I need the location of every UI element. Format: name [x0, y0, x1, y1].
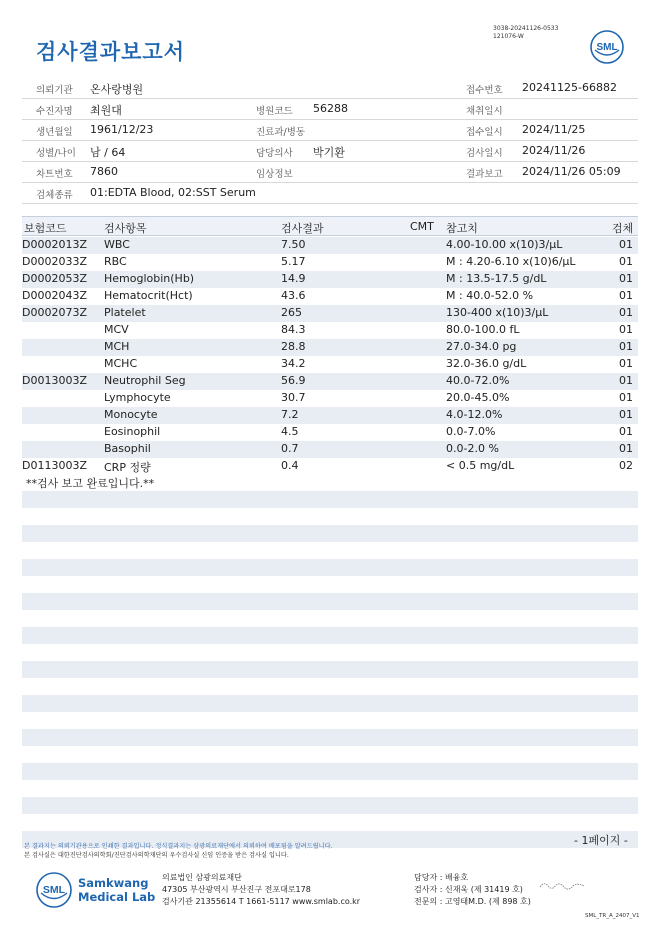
row-specimen: 01 — [619, 425, 633, 438]
footer-sml-logo-icon — [36, 872, 72, 908]
brand-name-line2: Medical Lab — [78, 890, 156, 904]
org-contact: 검사기관 21355614 T 1661-5117 www.smlab.co.kr — [162, 897, 361, 906]
table-row — [22, 441, 638, 458]
row-result: 30.7 — [281, 391, 306, 404]
row-specimen: 01 — [619, 255, 633, 268]
info-row-chart — [22, 162, 638, 183]
row-result: 43.6 — [281, 289, 306, 302]
col-cmt: CMT — [410, 220, 434, 233]
row-result: 4.5 — [281, 425, 299, 438]
empty-row — [22, 491, 638, 508]
page-number: - 1페이지 - — [574, 834, 628, 847]
row-code: D0002043Z — [22, 289, 87, 302]
row-item: Hemoglobin(Hb) — [104, 272, 195, 285]
row-item: Lymphocyte — [104, 391, 171, 404]
notice-line-1: 본 결과지는 의뢰기관용으로 인쇄한 결과입니다. 정식결과지는 삼광의료재단에서 의뢰하여 배포됨을 알려드립니다. — [24, 843, 333, 850]
completion-note: **검사 보고 완료입니다.** — [26, 477, 155, 490]
hospital-code-label: 병원코드 — [256, 106, 293, 117]
doctor-label: 담당의사 — [256, 148, 293, 159]
row-ref: 0.0-7.0% — [446, 425, 496, 438]
sex-age-label: 성별/나이 — [36, 148, 76, 159]
empty-row — [22, 559, 638, 576]
table-row — [22, 407, 638, 424]
sex-age-value: 남 / 64 — [90, 146, 126, 159]
row-code: D0002013Z — [22, 238, 87, 251]
report-title: 검사결과보고서 — [36, 40, 186, 64]
org-address: 47305 부산광역시 부산진구 전포대로178 — [162, 885, 311, 894]
col-ref: 참고치 — [446, 222, 478, 235]
row-ref: < 0.5 mg/dL — [446, 459, 515, 472]
test-date-value: 2024/11/26 — [522, 144, 586, 157]
table-row — [22, 390, 638, 407]
row-ref: M : 13.5-17.5 g/dL — [446, 272, 547, 285]
col-item: 검사항목 — [104, 222, 147, 235]
examiner-info: 검사자 : 신재욱 (제 31419 호) — [414, 885, 523, 894]
row-specimen: 01 — [619, 289, 633, 302]
row-ref: 80.0-100.0 fL — [446, 323, 520, 336]
table-row — [22, 271, 638, 288]
row-item: MCH — [104, 340, 130, 353]
row-specimen: 01 — [619, 357, 633, 370]
row-ref: 0.0-2.0 % — [446, 442, 499, 455]
row-item: CRP 정량 — [104, 461, 151, 474]
row-ref: 130-400 x(10)3/μL — [446, 306, 549, 319]
col-code: 보험코드 — [24, 222, 67, 235]
row-specimen: 01 — [619, 272, 633, 285]
row-result: 7.50 — [281, 238, 306, 251]
sml-logo-icon — [590, 30, 624, 64]
specimen-value: 01:EDTA Blood, 02:SST Serum — [90, 186, 256, 199]
footer-logo-text: SML — [42, 884, 66, 896]
chart-no-label: 차트번호 — [36, 169, 73, 180]
table-row — [22, 424, 638, 441]
empty-row — [22, 763, 638, 780]
org-name: 의료법인 삼광의료재단 — [162, 873, 242, 882]
row-specimen: 02 — [619, 459, 633, 472]
row-result: 56.9 — [281, 374, 306, 387]
empty-row — [22, 593, 638, 610]
doctor-value: 박기환 — [313, 146, 345, 159]
form-version: SML_TR_A_2407_V1 — [585, 913, 640, 919]
dob-label: 생년월일 — [36, 127, 73, 138]
row-item: MCHC — [104, 357, 138, 370]
document-code — [493, 25, 558, 41]
report-label: 결과보고 — [466, 169, 503, 180]
test-date-label: 검사일시 — [466, 148, 503, 159]
dob-value: 1961/12/23 — [90, 123, 154, 136]
requester-label: 의뢰기관 — [36, 85, 73, 96]
row-code: D0002053Z — [22, 272, 87, 285]
row-ref: M : 40.0-52.0 % — [446, 289, 534, 302]
logo-text: SML — [596, 42, 618, 53]
table-row — [22, 373, 638, 390]
row-ref: 32.0-36.0 g/dL — [446, 357, 527, 370]
row-item: MCV — [104, 323, 129, 336]
row-item: Platelet — [104, 306, 146, 319]
col-result: 검사결과 — [281, 222, 324, 235]
row-result: 7.2 — [281, 408, 299, 421]
receipt-date-label: 접수일시 — [466, 127, 503, 138]
row-code: D0113003Z — [22, 459, 87, 472]
hospital-code-value: 56288 — [313, 102, 348, 115]
results-table-header — [22, 216, 638, 236]
specialist-info: 전문의 : 고영태M.D. (제 898 호) — [414, 897, 531, 906]
patient-value: 최원대 — [90, 104, 122, 117]
row-ref: M : 4.20-6.10 x(10)6/μL — [446, 255, 576, 268]
dept-label: 진료과/병동 — [256, 127, 306, 138]
empty-row — [22, 525, 638, 542]
row-item: WBC — [104, 238, 130, 251]
document-code-line1: 3038-20241126-0533 — [493, 25, 559, 32]
info-row-specimen — [22, 183, 638, 204]
info-row-dob — [22, 120, 638, 141]
row-result: 265 — [281, 306, 302, 319]
empty-row — [22, 797, 638, 814]
row-item: Basophil — [104, 442, 151, 455]
signature-icon — [538, 880, 586, 890]
row-ref: 4.00-10.00 x(10)3/μL — [446, 238, 563, 251]
row-specimen: 01 — [619, 340, 633, 353]
row-ref: 20.0-45.0% — [446, 391, 510, 404]
empty-row — [22, 661, 638, 678]
row-item: Neutrophil Seg — [104, 374, 186, 387]
table-row — [22, 339, 638, 356]
table-row — [22, 254, 638, 271]
receipt-no-value: 20241125-66882 — [522, 81, 617, 94]
row-specimen: 01 — [619, 374, 633, 387]
notice-line-2: 본 검사실은 대한진단검사의학회/진단검사의학재단의 우수검사실 신임 인증을 받은 검사실 입니다. — [24, 852, 289, 859]
table-row — [22, 458, 638, 475]
patient-label: 수진자명 — [36, 106, 73, 117]
info-row-patient — [22, 99, 638, 120]
row-result: 14.9 — [281, 272, 306, 285]
chart-no-value: 7860 — [90, 165, 118, 178]
row-result: 5.17 — [281, 255, 306, 268]
empty-row — [22, 729, 638, 746]
row-code: D0013003Z — [22, 374, 87, 387]
row-result: 0.4 — [281, 459, 299, 472]
report-value: 2024/11/26 05:09 — [522, 165, 621, 178]
row-item: Monocyte — [104, 408, 158, 421]
row-item: RBC — [104, 255, 127, 268]
row-specimen: 01 — [619, 306, 633, 319]
collect-date-label: 채취일시 — [466, 106, 503, 117]
row-specimen: 01 — [619, 408, 633, 421]
row-result: 34.2 — [281, 357, 306, 370]
table-row — [22, 322, 638, 339]
col-specimen: 검체 — [612, 222, 634, 235]
table-row — [22, 288, 638, 305]
empty-row — [22, 627, 638, 644]
row-item: Eosinophil — [104, 425, 161, 438]
row-specimen: 01 — [619, 442, 633, 455]
row-specimen: 01 — [619, 323, 633, 336]
tester-info: 담당자 : 배융호 — [414, 873, 469, 882]
table-row — [22, 356, 638, 373]
row-ref: 27.0-34.0 pg — [446, 340, 517, 353]
receipt-date-value: 2024/11/25 — [522, 123, 586, 136]
brand-name-line1: Samkwang — [78, 876, 149, 890]
row-result: 84.3 — [281, 323, 306, 336]
row-result: 0.7 — [281, 442, 299, 455]
empty-row — [22, 695, 638, 712]
row-result: 28.8 — [281, 340, 306, 353]
table-row — [22, 237, 638, 254]
info-row-sex-age — [22, 141, 638, 162]
row-code: D0002033Z — [22, 255, 87, 268]
row-ref: 40.0-72.0% — [446, 374, 510, 387]
table-row — [22, 305, 638, 322]
clinical-label: 임상정보 — [256, 169, 293, 180]
requester-value: 온사랑병원 — [90, 83, 144, 96]
specimen-label: 검체종류 — [36, 190, 73, 201]
document-code-line2: 121076-W — [493, 33, 524, 40]
receipt-no-label: 접수번호 — [466, 85, 503, 96]
row-item: Hematocrit(Hct) — [104, 289, 193, 302]
info-row-requester — [22, 78, 638, 99]
row-specimen: 01 — [619, 391, 633, 404]
row-specimen: 01 — [619, 238, 633, 251]
row-ref: 4.0-12.0% — [446, 408, 503, 421]
row-code: D0002073Z — [22, 306, 87, 319]
